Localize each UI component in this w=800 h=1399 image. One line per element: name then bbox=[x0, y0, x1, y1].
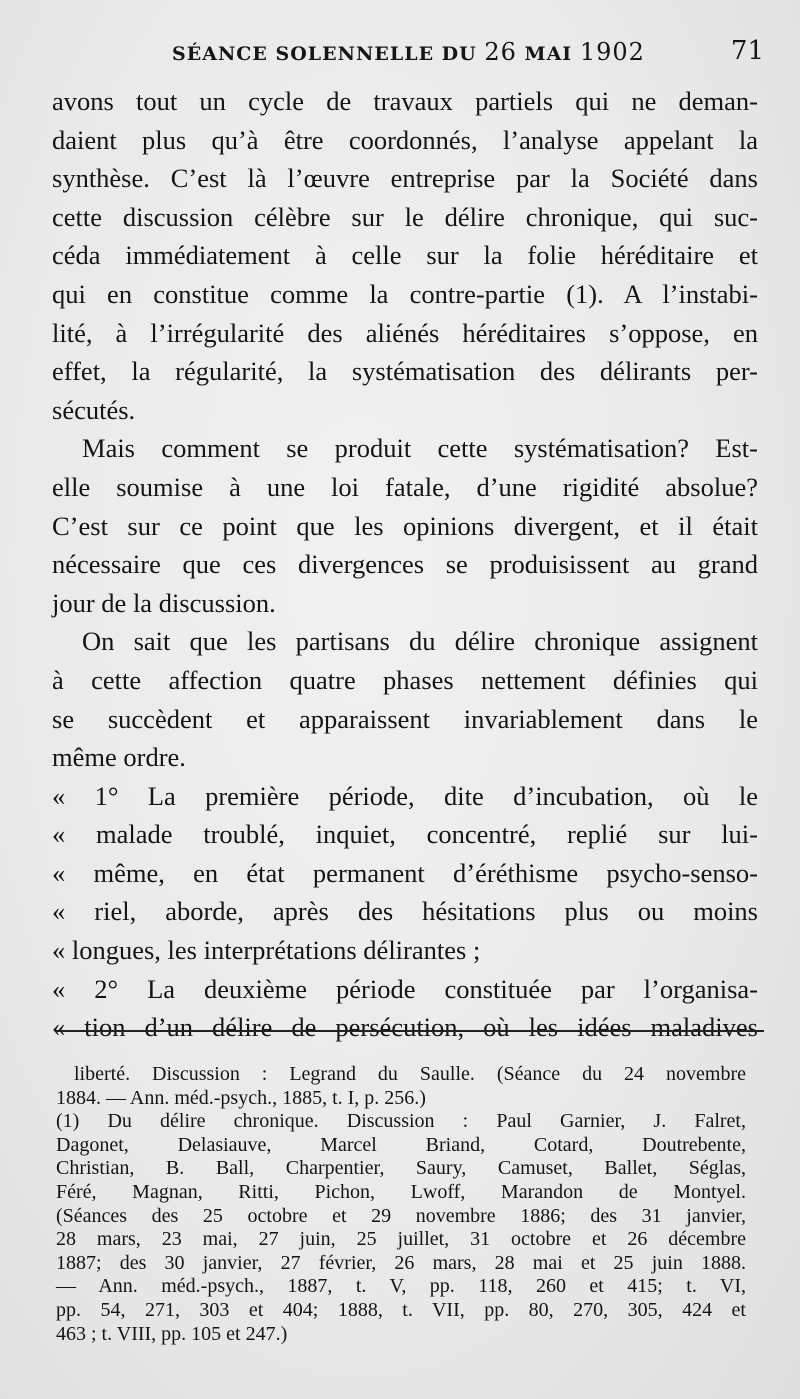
text-line: « 1° La première période, dite d’incubation, où le bbox=[52, 780, 758, 811]
footnote-line: — Ann. méd.-psych., 1887, t. V, pp. 118, 260 et 415; t. VI, bbox=[56, 1275, 746, 1298]
footnote-line: Christian, B. Ball, Charpentier, Saury, Camuset, Ballet, Séglas, bbox=[56, 1157, 746, 1180]
footnote-line: pp. 54, 271, 303 et 404; 1888, t. VII, pp. 80, 270, 305, 424 et bbox=[56, 1298, 746, 1321]
footnote-line: liberté. Discussion : Legrand du Saulle. (Séance du 24 novembre bbox=[74, 1063, 746, 1085]
running-head bbox=[0, 38, 800, 78]
footnotes bbox=[56, 1063, 746, 1346]
text-line: « 2° La deuxième période constituée par l’organisa- bbox=[52, 973, 758, 1004]
footnote-divider bbox=[56, 1030, 764, 1032]
main-text bbox=[52, 82, 758, 1047]
text-line: cette discussion célèbre sur le délire chronique, qui suc- bbox=[52, 201, 758, 232]
footnote-line: (1) Du délire chronique. Discussion : Paul Garnier, J. Falret, bbox=[56, 1110, 746, 1133]
text-line: « longues, les interprétations délirantes ; bbox=[52, 935, 481, 966]
text-line: se succèdent et apparaissent invariablement dans le bbox=[52, 703, 758, 734]
text-line: elle soumise à une loi fatale, d’une rigidité absolue? bbox=[52, 471, 758, 502]
text-line: céda immédiatement à celle sur la folie héréditaire et bbox=[52, 240, 758, 271]
footnote-line: 1884. — Ann. méd.-psych., 1885, t. I, p. 256.) bbox=[56, 1086, 426, 1109]
footnote-line: 1887; des 30 janvier, 27 février, 26 mars, 28 mai et 25 juin 1888. bbox=[56, 1251, 746, 1274]
text-line: synthèse. C’est là l’œuvre entreprise par la Société dans bbox=[52, 163, 758, 194]
footnote-line: Dagonet, Delasiauve, Marcel Briand, Cotard, Doutrebente, bbox=[56, 1133, 746, 1156]
text-line: « malade troublé, inquiet, concentré, replié sur lui- bbox=[52, 819, 758, 850]
text-line: « tion d’un délire de persécution, où les idées maladives bbox=[52, 1012, 758, 1043]
text-line: « même, en état permanent d’éréthisme psycho-senso- bbox=[52, 857, 758, 888]
text-line: à cette affection quatre phases nettement définies qui bbox=[52, 664, 758, 695]
text-line: Mais comment se produit cette systématisation? Est- bbox=[82, 433, 758, 464]
text-line: avons tout un cycle de travaux partiels qui ne deman- bbox=[52, 86, 758, 116]
running-head-label: SÉANCE SOLENNELLE DU bbox=[172, 43, 477, 65]
text-line: jour de la discussion. bbox=[52, 587, 276, 618]
text-line: même ordre. bbox=[52, 742, 186, 773]
page-number: 71 bbox=[730, 36, 764, 66]
text-line: lité, à l’irrégularité des aliénés héréditaires s’oppose, en bbox=[52, 317, 758, 348]
text-line: C’est sur ce point que les opinions divergent, et il était bbox=[52, 510, 758, 541]
footnote-line: 28 mars, 23 mai, 27 juin, 25 juillet, 31 octobre et 26 décembre bbox=[56, 1228, 746, 1251]
running-head-day: 26 bbox=[484, 38, 517, 66]
text-line: daient plus qu’à être coordonnés, l’analyse appelant la bbox=[52, 124, 758, 155]
running-head-year: 1902 bbox=[579, 38, 645, 66]
text-line: On sait que les partisans du délire chronique assignent bbox=[82, 626, 758, 657]
text-line: effet, la régularité, la systématisation des délirants per- bbox=[52, 356, 758, 387]
text-line: sécutés. bbox=[52, 394, 136, 425]
text-line: « riel, aborde, après des hésitations plus ou moins bbox=[52, 896, 758, 927]
footnote-line: (Séances des 25 octobre et 29 novembre 1886; des 31 janvier, bbox=[56, 1204, 746, 1227]
text-line: nécessaire que ces divergences se produisissent au grand bbox=[52, 549, 758, 580]
footnote-line: Féré, Magnan, Ritti, Pichon, Lwoff, Marandon de Montyel. bbox=[56, 1180, 746, 1203]
text-line: qui en constitue comme la contre-partie (1). A l’instabi- bbox=[52, 278, 758, 309]
running-head-month: MAI bbox=[524, 43, 573, 65]
running-head-title bbox=[172, 38, 645, 66]
footnote-line: 463 ; t. VIII, pp. 105 et 247.) bbox=[56, 1322, 288, 1345]
